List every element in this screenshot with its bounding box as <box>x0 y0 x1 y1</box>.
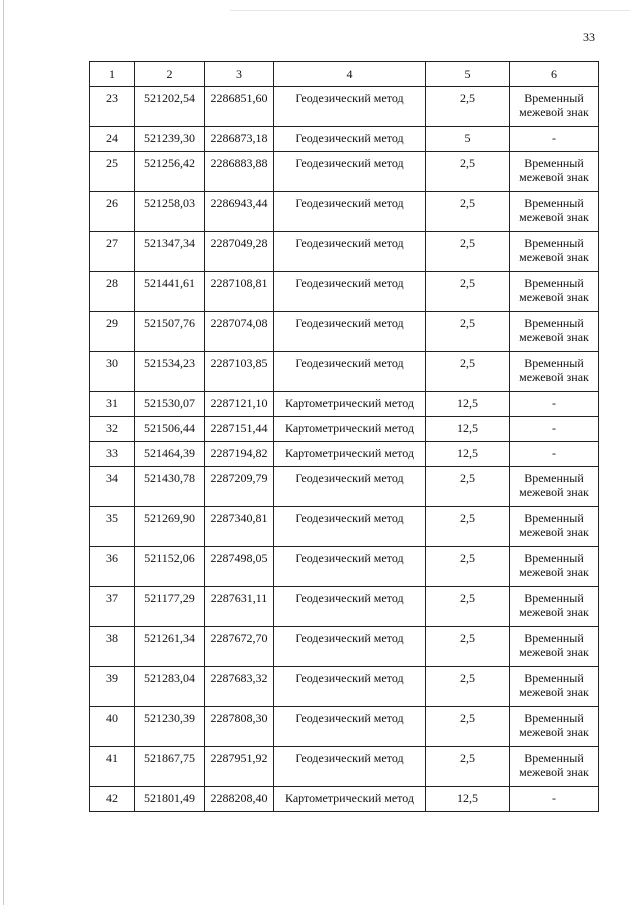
point-number-cell: 38 <box>90 627 135 667</box>
method-cell: Геодезический метод <box>274 547 426 587</box>
method-cell: Картометрический метод <box>274 417 426 442</box>
table-row <box>90 667 599 707</box>
column-header-4: 4 <box>274 62 426 87</box>
x-coordinate-cell: 521464,39 <box>135 442 205 467</box>
method-cell: Картометрический метод <box>274 392 426 417</box>
accuracy-cell: 2,5 <box>426 152 510 192</box>
accuracy-cell: 2,5 <box>426 587 510 627</box>
point-number-cell: 42 <box>90 787 135 812</box>
column-header-6: 6 <box>510 62 599 87</box>
table-body <box>90 87 599 812</box>
sign-type-cell: - <box>510 392 599 417</box>
table-row <box>90 232 599 272</box>
y-coordinate-cell: 2287049,28 <box>205 232 274 272</box>
accuracy-cell: 2,5 <box>426 627 510 667</box>
accuracy-cell: 12,5 <box>426 392 510 417</box>
y-coordinate-cell: 2288208,40 <box>205 787 274 812</box>
x-coordinate-cell: 521801,49 <box>135 787 205 812</box>
x-coordinate-cell: 521256,42 <box>135 152 205 192</box>
table-row <box>90 152 599 192</box>
accuracy-cell: 2,5 <box>426 312 510 352</box>
method-cell: Геодезический метод <box>274 87 426 127</box>
method-cell: Геодезический метод <box>274 467 426 507</box>
table-header-row <box>90 62 599 87</box>
method-cell: Геодезический метод <box>274 587 426 627</box>
accuracy-cell: 2,5 <box>426 352 510 392</box>
y-coordinate-cell: 2287340,81 <box>205 507 274 547</box>
column-header-5: 5 <box>426 62 510 87</box>
method-cell: Картометрический метод <box>274 442 426 467</box>
x-coordinate-cell: 521430,78 <box>135 467 205 507</box>
table-row <box>90 442 599 467</box>
x-coordinate-cell: 521269,90 <box>135 507 205 547</box>
accuracy-cell: 2,5 <box>426 272 510 312</box>
page-number: 33 <box>583 30 595 44</box>
y-coordinate-cell: 2286883,88 <box>205 152 274 192</box>
sign-type-cell: Временный межевой знак <box>510 192 599 232</box>
sign-type-cell: Временный межевой знак <box>510 547 599 587</box>
sign-type-cell: Временный межевой знак <box>510 232 599 272</box>
y-coordinate-cell: 2286943,44 <box>205 192 274 232</box>
y-coordinate-cell: 2287808,30 <box>205 707 274 747</box>
sign-type-cell: - <box>510 127 599 152</box>
accuracy-cell: 2,5 <box>426 467 510 507</box>
point-number-cell: 27 <box>90 232 135 272</box>
sign-type-cell: - <box>510 442 599 467</box>
scan-edge-line <box>3 0 4 905</box>
table-row <box>90 627 599 667</box>
accuracy-cell: 2,5 <box>426 547 510 587</box>
point-number-cell: 26 <box>90 192 135 232</box>
point-number-cell: 39 <box>90 667 135 707</box>
x-coordinate-cell: 521202,54 <box>135 87 205 127</box>
y-coordinate-cell: 2287151,44 <box>205 417 274 442</box>
x-coordinate-cell: 521258,03 <box>135 192 205 232</box>
sign-type-cell: - <box>510 787 599 812</box>
x-coordinate-cell: 521441,61 <box>135 272 205 312</box>
table-row <box>90 87 599 127</box>
x-coordinate-cell: 521534,23 <box>135 352 205 392</box>
x-coordinate-cell: 521152,06 <box>135 547 205 587</box>
sign-type-cell: Временный межевой знак <box>510 467 599 507</box>
x-coordinate-cell: 521230,39 <box>135 707 205 747</box>
x-coordinate-cell: 521347,34 <box>135 232 205 272</box>
point-number-cell: 33 <box>90 442 135 467</box>
method-cell: Геодезический метод <box>274 312 426 352</box>
point-number-cell: 32 <box>90 417 135 442</box>
y-coordinate-cell: 2287108,81 <box>205 272 274 312</box>
x-coordinate-cell: 521283,04 <box>135 667 205 707</box>
table-row <box>90 127 599 152</box>
accuracy-cell: 2,5 <box>426 87 510 127</box>
point-number-cell: 34 <box>90 467 135 507</box>
column-header-1: 1 <box>90 62 135 87</box>
accuracy-cell: 2,5 <box>426 507 510 547</box>
table-row <box>90 192 599 232</box>
x-coordinate-cell: 521261,34 <box>135 627 205 667</box>
point-number-cell: 35 <box>90 507 135 547</box>
method-cell: Геодезический метод <box>274 127 426 152</box>
sign-type-cell: Временный межевой знак <box>510 707 599 747</box>
point-number-cell: 37 <box>90 587 135 627</box>
y-coordinate-cell: 2286851,60 <box>205 87 274 127</box>
y-coordinate-cell: 2287121,10 <box>205 392 274 417</box>
sign-type-cell: Временный межевой знак <box>510 152 599 192</box>
method-cell: Картометрический метод <box>274 787 426 812</box>
table-row <box>90 272 599 312</box>
x-coordinate-cell: 521506,44 <box>135 417 205 442</box>
accuracy-cell: 2,5 <box>426 192 510 232</box>
sign-type-cell: Временный межевой знак <box>510 507 599 547</box>
table-row <box>90 417 599 442</box>
method-cell: Геодезический метод <box>274 152 426 192</box>
point-number-cell: 40 <box>90 707 135 747</box>
y-coordinate-cell: 2287074,08 <box>205 312 274 352</box>
sign-type-cell: - <box>510 417 599 442</box>
scan-top-line <box>230 10 630 11</box>
method-cell: Геодезический метод <box>274 352 426 392</box>
column-header-2: 2 <box>135 62 205 87</box>
point-number-cell: 28 <box>90 272 135 312</box>
accuracy-cell: 12,5 <box>426 417 510 442</box>
sign-type-cell: Временный межевой знак <box>510 667 599 707</box>
column-header-3: 3 <box>205 62 274 87</box>
y-coordinate-cell: 2287672,70 <box>205 627 274 667</box>
method-cell: Геодезический метод <box>274 192 426 232</box>
table-row <box>90 352 599 392</box>
table-row <box>90 787 599 812</box>
point-number-cell: 31 <box>90 392 135 417</box>
y-coordinate-cell: 2286873,18 <box>205 127 274 152</box>
x-coordinate-cell: 521507,76 <box>135 312 205 352</box>
table-row <box>90 312 599 352</box>
accuracy-cell: 2,5 <box>426 747 510 787</box>
point-number-cell: 24 <box>90 127 135 152</box>
sign-type-cell: Временный межевой знак <box>510 747 599 787</box>
table-row <box>90 547 599 587</box>
x-coordinate-cell: 521530,07 <box>135 392 205 417</box>
y-coordinate-cell: 2287209,79 <box>205 467 274 507</box>
accuracy-cell: 2,5 <box>426 667 510 707</box>
table-row <box>90 392 599 417</box>
sign-type-cell: Временный межевой знак <box>510 587 599 627</box>
method-cell: Геодезический метод <box>274 232 426 272</box>
y-coordinate-cell: 2287194,82 <box>205 442 274 467</box>
method-cell: Геодезический метод <box>274 707 426 747</box>
table-row <box>90 467 599 507</box>
x-coordinate-cell: 521177,29 <box>135 587 205 627</box>
coordinates-table <box>89 61 599 812</box>
accuracy-cell: 2,5 <box>426 232 510 272</box>
accuracy-cell: 5 <box>426 127 510 152</box>
method-cell: Геодезический метод <box>274 627 426 667</box>
accuracy-cell: 12,5 <box>426 787 510 812</box>
method-cell: Геодезический метод <box>274 507 426 547</box>
sign-type-cell: Временный межевой знак <box>510 272 599 312</box>
y-coordinate-cell: 2287631,11 <box>205 587 274 627</box>
table-row <box>90 747 599 787</box>
point-number-cell: 23 <box>90 87 135 127</box>
y-coordinate-cell: 2287683,32 <box>205 667 274 707</box>
point-number-cell: 25 <box>90 152 135 192</box>
method-cell: Геодезический метод <box>274 747 426 787</box>
sign-type-cell: Временный межевой знак <box>510 87 599 127</box>
point-number-cell: 29 <box>90 312 135 352</box>
table-row <box>90 507 599 547</box>
accuracy-cell: 2,5 <box>426 707 510 747</box>
x-coordinate-cell: 521239,30 <box>135 127 205 152</box>
method-cell: Геодезический метод <box>274 667 426 707</box>
y-coordinate-cell: 2287498,05 <box>205 547 274 587</box>
sign-type-cell: Временный межевой знак <box>510 352 599 392</box>
y-coordinate-cell: 2287951,92 <box>205 747 274 787</box>
sign-type-cell: Временный межевой знак <box>510 627 599 667</box>
point-number-cell: 36 <box>90 547 135 587</box>
table-row <box>90 707 599 747</box>
accuracy-cell: 12,5 <box>426 442 510 467</box>
x-coordinate-cell: 521867,75 <box>135 747 205 787</box>
table-row <box>90 587 599 627</box>
method-cell: Геодезический метод <box>274 272 426 312</box>
point-number-cell: 41 <box>90 747 135 787</box>
y-coordinate-cell: 2287103,85 <box>205 352 274 392</box>
point-number-cell: 30 <box>90 352 135 392</box>
sign-type-cell: Временный межевой знак <box>510 312 599 352</box>
